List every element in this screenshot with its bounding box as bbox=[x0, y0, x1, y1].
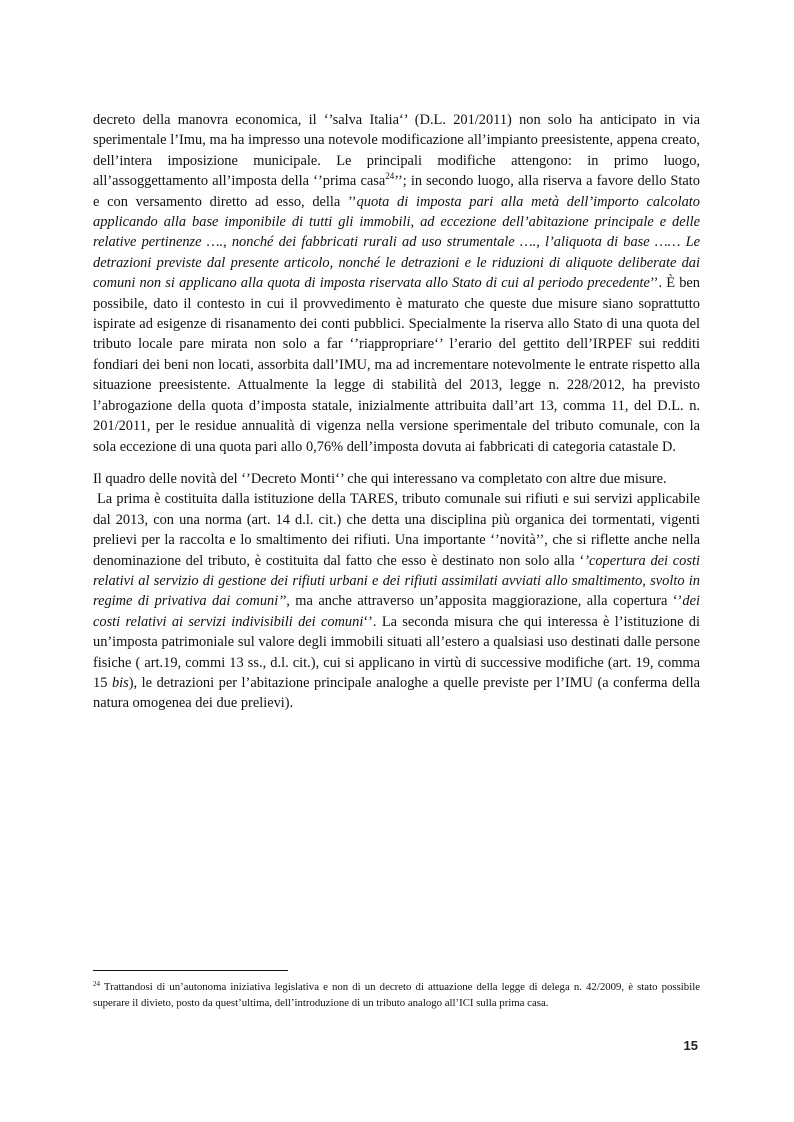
paragraph-3-text-a: La prima è costituita dalla istituzione della TARES, tributo comunale sui rifiuti e sui servizi applicabile dal 2013, con una norma (art. 14 d.l. cit.) che detta una disciplina più organica dei tormentati, vigenti prelievi per la raccolta e lo smaltimento dei rifiuti. Una importante ‘’novità’’, che si riflette anche nella denominazione del tributo, è costituita dal fatto che esso è destinato non solo alla ‘ bbox=[93, 491, 700, 569]
paragraph-3-text-d: ), le detrazioni per l’abitazione principale analoghe a quelle previste per l’IMU (a conferma della natura omogenea dei due prelievi). bbox=[93, 674, 701, 712]
footnote bbox=[93, 979, 700, 1011]
paragraph-3 bbox=[93, 489, 700, 713]
paragraph-3-text-b: ma anche attraverso un’apposita maggiorazione, alla copertura ‘’ bbox=[289, 593, 683, 610]
footnote-reference[interactable]: 24 bbox=[385, 171, 395, 182]
footnote-text: Trattandosi di un’autonoma iniziativa legislativa e non di un decreto di attuazione della legge di delega n. 42/2009, è stato possibile superare il divieto, posto da quest’ultima, dell’introduzione di un tributo analogo all’ICI sulla prima casa. bbox=[93, 981, 700, 1009]
paragraph-3-quotation-a: ’copertura dei costi relativi al servizio di gestione dei rifiuti urbani e dei rifiuti assimilati avviati allo smaltimento, svolto in regime di privativa dai comuni’’, bbox=[93, 552, 700, 610]
paragraph-3-text-c: ‘’. La seconda misura che qui interessa è l’istituzione di un’imposta patrimoniale sul valore degli immobili situati all’estero a qualsiasi uso destinati dalle persone fisiche ( art.19, commi 13 ss., d.l. cit.), cui si applicano in virtù di successive modifiche (art. 19, comma 15 bbox=[93, 613, 700, 691]
paragraph-3-bis: bis bbox=[111, 674, 129, 691]
paragraph-1-text-a: decreto della manovra economica, il ‘’salva Italia‘’ (D.L. 201/2011) non solo ha anticipato in via sperimentale l’Imu, ma ha impresso una notevole modificazione all’impianto preesistente, appena creato, dell’intera imposizione municipale. Le principali modifiche attengono: in primo luogo, all’assoggettamento all’imposta della ‘’prima casa bbox=[93, 112, 700, 190]
paragraph-1-text-c: ’’. È ben possibile, dato il contesto in cui il provvedimento è maturato che queste due misure siano soprattutto ispirate ad esigenze di risanamento dei conti pubblici. Specialmente la riserva allo Stato di una quota del tributo locale pare mirata non solo a far ‘’riappropriare‘’ l’erario del gettito dell’IRPEF sui redditi fondiari dei beni non locati, assorbita dall’IMU, ma ad incrementare notevolmente le entrate rispetto alla situazione preesistente. Attualmente la legge di stabilità del 2013, legge n. 228/2012, ha previsto l’abrogazione della quota d’imposta statale, inizialmente attribuita dall’art 13, comma 11, del D.L. n. 201/2011, per le residue annualità di vigenza nella versione sperimentale del tributo comunale, con la sola eccezione di una quota pari allo 0,76% dell’imposta dovuta ai fabbricati di categoria catastale D. bbox=[93, 275, 700, 455]
page-number: 15 bbox=[683, 1038, 698, 1053]
page-body bbox=[93, 110, 700, 714]
paragraph-3-quotation-b: dei costi relativi ai servizi indivisibili dei comuni bbox=[93, 593, 700, 630]
paragraph-1-quotation: quota di imposta pari alla metà dell’importo calcolato applicando alla base imponibile di tutti gli immobili, ad eccezione dell’abitazione principale e delle relative pertinenze …., nonché dei fabbricati rurali ad uso strumentale …., l’aliquota di base …… Le detrazioni previste dal presente articolo, nonché le detrazioni e le riduzioni di aliquote deliberate dai comuni non si applicano alla quota di imposta riservata allo Stato di cui al periodo precedente bbox=[93, 193, 700, 292]
paragraph-1 bbox=[93, 110, 700, 457]
paragraph-1-text-b: ’’; in secondo luogo, alla riserva a favore dello Stato e con versamento diretto ad esso, della ’’ bbox=[93, 173, 700, 210]
paragraph-2: Il quadro delle novità del ‘’Decreto Monti‘’ che qui interessano va completato con altre due misure. bbox=[93, 470, 667, 487]
footnote-separator bbox=[93, 970, 288, 971]
footnote-number: 24 bbox=[93, 980, 100, 988]
